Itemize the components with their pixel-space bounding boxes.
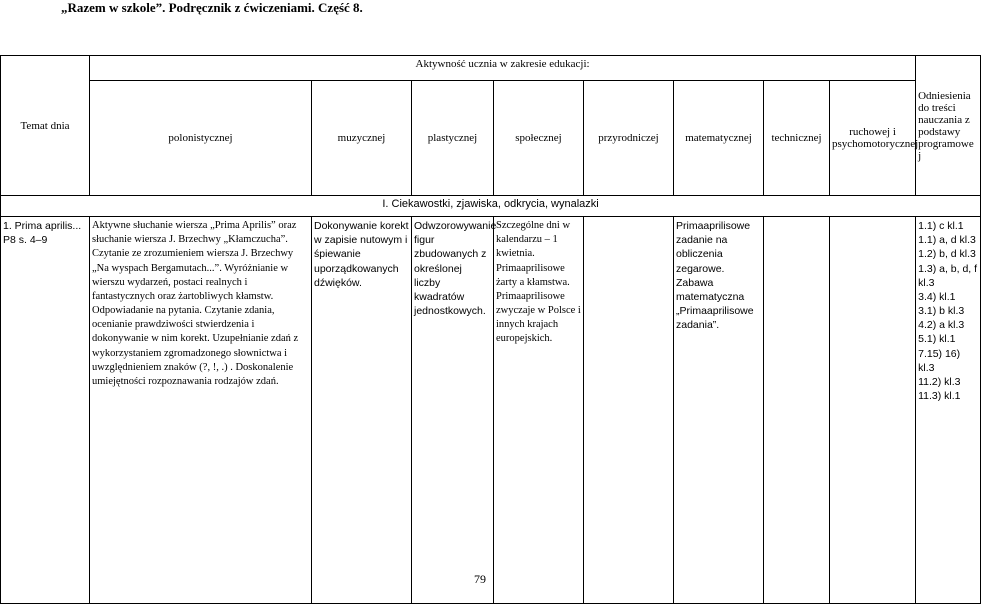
table-row — [1, 217, 981, 604]
curriculum-reference: 7.15) 16) kl.3 — [918, 347, 961, 374]
topic-heading: I. Ciekawostki, zjawiska, odkrycia, wynalazki — [1, 196, 981, 217]
curriculum-reference: 1.1) c kl.1 — [918, 220, 964, 232]
header-activity: Aktywność ucznia w zakresie edukacji: — [90, 56, 916, 81]
header-technicznej: technicznej — [764, 81, 830, 196]
cell-przyrodniczej — [584, 217, 674, 604]
curriculum-reference: 3.1) b kl.3 — [918, 305, 965, 318]
cell-matematycznej: Primaaprilisowe zadanie na obliczenia zegarowe. Zabawa matematyczna „Primaaprilisowe zadania”. — [674, 217, 764, 604]
cell-plastycznej: Odwzorowywanie figur zbudowanych z określonej liczby kwadratów jednostkowych. — [412, 217, 494, 604]
cell-temat — [1, 217, 90, 604]
curriculum-reference: 1.2) b, d kl.3 — [918, 248, 976, 261]
curriculum-reference: 1.1) a, d kl.3 — [918, 234, 976, 247]
curriculum-reference: 11.3) kl.1 — [918, 390, 961, 403]
lesson-pages: P8 s. 4‒9 — [3, 234, 48, 247]
curriculum-reference: 4.2) a kl.3 — [918, 319, 965, 332]
header-polonistycznej: polonistycznej — [90, 81, 312, 196]
header-temat: Temat dnia — [1, 56, 90, 196]
curriculum-reference: 11.2) kl.3 — [918, 375, 961, 388]
cell-ruchowej — [830, 217, 916, 604]
header-plastycznej: plastycznej — [412, 81, 494, 196]
header-muzycznej: muzycznej — [312, 81, 412, 196]
cell-odniesienia — [916, 217, 981, 604]
cell-polonistycznej: Aktywne słuchanie wiersza „Prima Aprilis” oraz słuchanie wiersza J. Brzechwy „Kłamczucha”. Czytanie ze zrozumieniem wiersza J. Brzechwy „Na wyspach Bergamutach...”. Wyróżnianie w wierszu wydarzeń, postaci realnych i fantastycznych oraz żartobliwych kłamstw. Odpowiadanie na pytania. Czytanie zdania, ocenianie prawdziwości stwierdzenia i dokonywanie w nim korekt. Uzupełnianie zdań z wykorzystaniem zgromadzonego słownictwa i uwzględnieniem znaków (?, !, .) . Doskonalenie umiejętności rozpoznawania rodzajów zdań. — [90, 217, 312, 604]
cell-technicznej — [764, 217, 830, 604]
curriculum-reference: 1.3) a, b, d, f kl.3 — [918, 262, 978, 289]
page-number: 79 — [474, 572, 486, 586]
cell-spolecznej: Szczególne dni w kalendarzu – 1 kwietnia. Primaaprilisowe żarty a kłamstwa. Primaaprilisowe zwyczaje w Polsce i innych krajach europejskich. — [494, 217, 584, 604]
lesson-plan-table — [0, 55, 981, 604]
book-title: „Razem w szkole”. Podręcznik z ćwiczeniami. Część 8. — [61, 0, 363, 15]
header-przyrodniczej: przyrodniczej — [584, 81, 674, 196]
cell-muzycznej: Dokonywanie korekt w zapisie nutowym i śpiewanie uporządkowanych dźwięków. — [312, 217, 412, 604]
header-ruchowej: ruchowej i psychomotorycznej — [830, 81, 916, 196]
header-spolecznej: społecznej — [494, 81, 584, 196]
header-odniesienia: Odniesienia do treści nauczania z podstawy programowe j — [916, 56, 981, 196]
header-matematycznej: matematycznej — [674, 81, 764, 196]
lesson-title: 1. Prima aprilis... — [3, 220, 82, 232]
curriculum-reference: 5.1) kl.1 — [918, 333, 956, 346]
curriculum-reference: 3.4) kl.1 — [918, 290, 956, 303]
